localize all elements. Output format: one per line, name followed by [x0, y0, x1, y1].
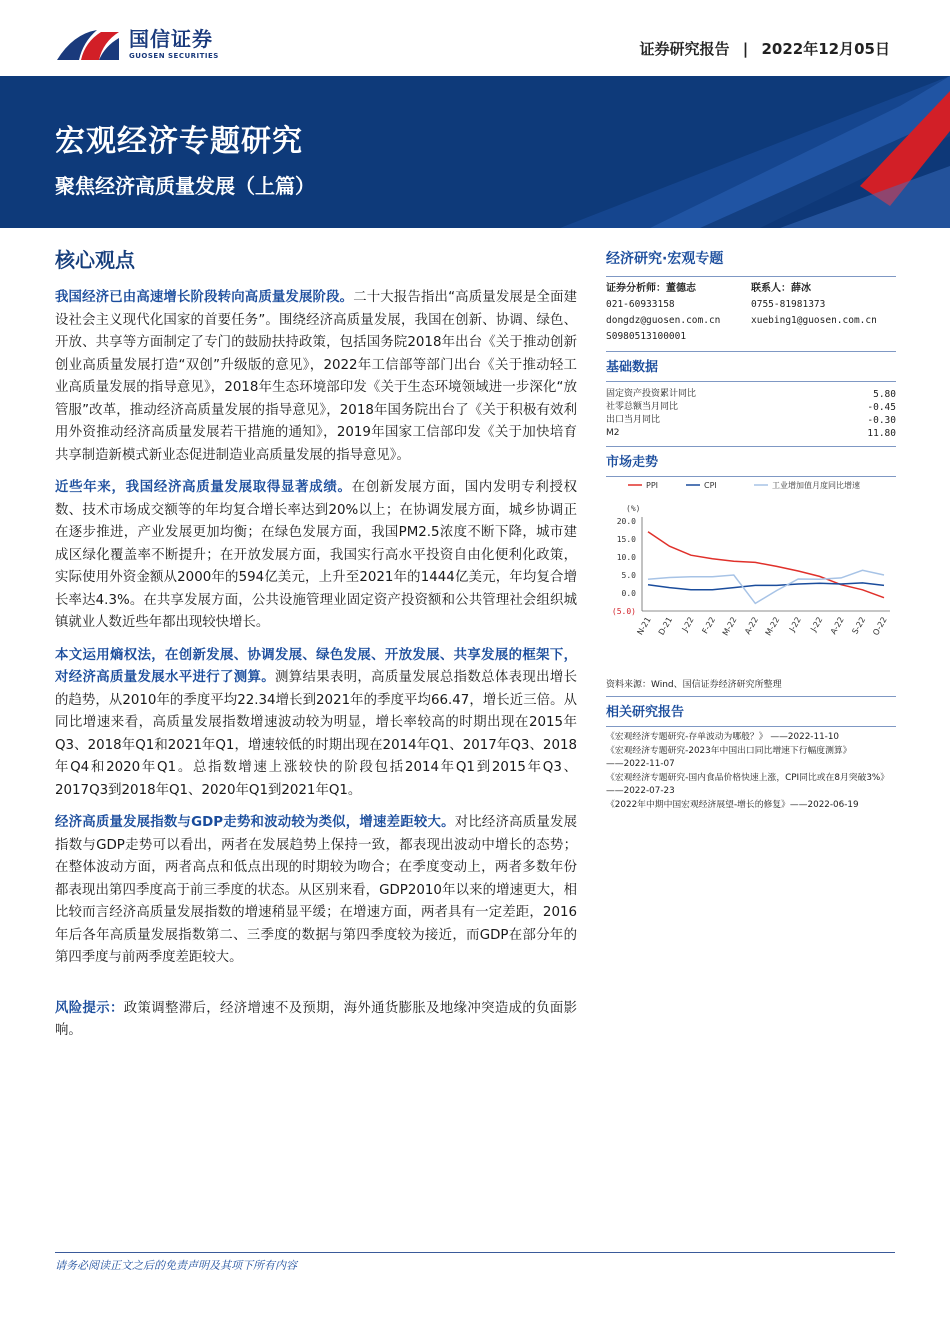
legend-label: 工业增加值月度同比增速	[772, 481, 860, 490]
sidebar-divider	[606, 726, 896, 727]
header-separator: |	[742, 40, 749, 58]
paragraph-4-lead: 经济高质量发展指数与GDP走势和波动较为类似，增速差距较大。	[55, 815, 455, 830]
page-header	[0, 0, 950, 76]
paragraph-3-body: 测算结果表明，高质量发展总指数总体表现出增长的趋势，从2010年的季度平均22.34增长到2021年的季度平均66.47，增长近三倍。从同比增速来看，高质量发展指数增速波动较为明显，增长率较高的时期出现在2015年Q3、2018年Q1和2021年Q1，增速较低的时期出现在2014年Q1、2017年Q3、2018年Q4和2020年Q1。总指数增速上涨较快的阶段包括2014年Q1到2015年Q3、2017Q3到2018年Q1、2020年Q1到2021年Q1。	[55, 670, 578, 798]
report-title: 宏观经济专题研究	[55, 124, 303, 159]
paragraph-3-lead: 本文运用熵权法，在创新发展、协调发展、绿色发展、开放发展、共享发展的框架下，对经济高质量发展水平进行了测算。	[55, 647, 577, 685]
paragraph-4	[55, 812, 577, 970]
related-report-item[interactable]: 《2022年中期中国宏观经济展望-增长的修复》——2022-06-19	[606, 799, 859, 810]
sidebar-divider	[606, 381, 896, 382]
x-tick-label: A-22	[828, 615, 846, 636]
related-reports-title: 相关研究报告	[606, 705, 685, 720]
footer-disclaimer: 请务必阅读正文之后的免责声明及其项下所有内容	[55, 1259, 297, 1272]
market-trend-title: 市场走势	[606, 455, 659, 470]
related-reports-list	[606, 731, 896, 812]
chart-lines	[648, 532, 884, 604]
paragraph-3	[55, 645, 577, 803]
paragraph-1-body: 二十大报告指出“高质量发展是全面建设社会主义现代化国家的首要任务”。围绕经济高质量发展，我国在创新、协调、绿色、开放、共享等方面制定了专门的鼓励扶持政策，包括国务院2018年出台《关于推动创新创业高质量发展打造“双创”升级版的意见》，2022年工信部等部门出台《关于推动轻工业高质量发展的指导意见》，2018年生态环境部印发《关于生态环境领域进一步深化“放管服”改革，推动经济高质量发展的指导意见》，2018年国务院出台了《关于积极有效利用外资推动经济高质量发展若干措施的通知》，2019年国家工信部印发《关于加快培育共享制造新模式新业态促进制造业高质量发展的指导意见》。	[55, 290, 578, 463]
sidebar-divider	[606, 476, 896, 477]
chart-source-note: 资料来源：Wind、国信证券经济研究所整理	[606, 680, 782, 690]
contact-block	[751, 281, 896, 345]
risk-warning-body: 政策调整滞后，经济增速不及预期，海外通货膨胀及地缘冲突造成的负面影响。	[55, 1000, 578, 1038]
title-banner	[0, 76, 950, 228]
x-tick-label: N-21	[635, 615, 653, 637]
stat-row	[606, 388, 896, 401]
paragraph-1	[55, 287, 577, 467]
report-date: 2022年12月05日	[761, 40, 890, 58]
x-tick-label: O-22	[871, 615, 889, 637]
document-info	[640, 38, 890, 59]
stat-value: -0.45	[867, 402, 896, 413]
contact-phone: 0755-81981373	[751, 299, 826, 310]
analyst-cert-number: S0980513100001	[606, 331, 687, 342]
basic-data-title: 基础数据	[606, 360, 659, 375]
legend-label: PPI	[646, 481, 659, 490]
stat-value: -0.30	[867, 415, 896, 426]
analyst-contacts	[606, 281, 896, 345]
logo-chinese-text: 国信证券	[129, 27, 213, 51]
x-tick-label: F-22	[700, 615, 718, 636]
x-tick-label: M-22	[720, 615, 739, 638]
contact-email[interactable]: xuebing1@guosen.com.cn	[751, 315, 877, 326]
legend-label: CPI	[704, 481, 717, 490]
paragraph-2	[55, 477, 577, 635]
related-report-item[interactable]: 《宏观经济专题研究-2023年中国出口同比增速下行幅度测算》	[606, 745, 852, 756]
guosen-logo	[55, 24, 219, 64]
y-tick-label: 10.0	[616, 553, 636, 562]
x-tick-label: S-22	[850, 615, 868, 636]
stat-label: 固定资产投资累计同比	[606, 389, 697, 399]
market-trend-chart	[606, 481, 896, 671]
x-tick-label: A-22	[743, 615, 761, 636]
y-tick-label: 0.0	[621, 589, 636, 598]
y-tick-label: 15.0	[616, 535, 636, 544]
series-line-PPI	[648, 532, 884, 598]
logo-english-text: GUOSEN SECURITIES	[129, 52, 219, 60]
y-tick-label: (5.0)	[611, 607, 636, 616]
report-subtitle: 聚焦经济高质量发展（上篇）	[55, 174, 315, 198]
main-content	[55, 244, 577, 1053]
risk-warning-lead: 风险提示：	[55, 1000, 124, 1016]
sidebar-divider	[606, 276, 896, 277]
chart-legend	[628, 481, 860, 490]
guosen-logo-icon	[55, 24, 121, 64]
x-tick-label: D-21	[656, 615, 675, 637]
research-category: 经济研究·宏观专题	[606, 251, 724, 267]
stat-value: 5.80	[873, 389, 896, 400]
analyst-phone: 021-60933158	[606, 299, 675, 310]
related-report-item[interactable]: 《宏观经济专题研究-国内食品价格快速上涨，CPI同比或在8月突破3%》 ——2022-07-23	[606, 772, 890, 796]
stat-label: 社零总额当月同比	[606, 402, 679, 412]
analyst-block	[606, 281, 751, 345]
sidebar-divider	[606, 446, 896, 447]
footer-divider	[55, 1252, 895, 1253]
sidebar-divider	[606, 696, 896, 697]
sidebar-divider	[606, 351, 896, 352]
stat-value: 11.80	[867, 428, 896, 439]
y-tick-label: 5.0	[621, 571, 636, 580]
paragraph-2-lead: 近些年来，我国经济高质量发展取得显著成绩。	[55, 480, 352, 495]
x-tick-label: M-22	[763, 615, 782, 638]
sidebar	[606, 248, 896, 812]
basic-data-table	[606, 388, 896, 440]
risk-warning	[55, 998, 577, 1043]
stat-label: 出口当月同比	[606, 415, 661, 425]
section-title-core-views: 核心观点	[55, 248, 135, 272]
stat-label: M2	[606, 428, 620, 438]
paragraph-1-lead: 我国经济已由高速增长阶段转向高质量发展阶段。	[55, 290, 354, 305]
related-report-item: ——2022-11-07	[606, 759, 675, 769]
paragraph-2-body: 在创新发展方面，国内发明专利授权数、技术市场成交额等的年均复合增长率达到20%以上；在协调发展方面，城乡协调正在逐步推进，产业发展更加均衡；在绿色发展方面，我国PM2.5浓度不断下降，城市建成区绿化覆盖率不断提升；在开放发展方面，我国实行高水平投资自由化便利化政策，实际使用外资金额从2000年的594亿美元，上升至2021年的1444亿美元，年均复合增长率达4.3%。在共享发展方面，公共设施管理业固定资产投资额和公共管理社会组织城镇就业人数近些年都出现较快增长。	[55, 480, 577, 630]
x-tick-label: J-22	[680, 615, 696, 634]
x-tick-label: J-22	[809, 615, 825, 634]
chart-unit-label: (%)	[626, 504, 641, 513]
stat-row	[606, 414, 896, 427]
stat-row	[606, 427, 896, 440]
related-report-item[interactable]: 《宏观经济专题研究-存单波动为哪般？》 ——2022-11-10	[606, 732, 840, 742]
x-tick-label: J-22	[787, 615, 803, 634]
y-tick-label: 20.0	[616, 517, 636, 526]
report-type: 证券研究报告	[639, 40, 730, 58]
analyst-email[interactable]: dongdz@guosen.com.cn	[606, 315, 721, 326]
paragraph-4-body: 对比经济高质量发展指数与GDP走势可以看出，两者在发展趋势上保持一致，都表现出波动中增长的态势；在整体波动方面，两者高点和低点出现的时期较为吻合；在季度变动上，两者多数年份都表现出第四季度高于前三季度的状态。从区别来看，GDP2010年以来的增速更大，相比较而言经济高质量发展指数的增速稍显平缓；在增速方面，两者具有一定差距，2016年后各年高质量发展指数第二、三季度的数据与第四季度较为接近，而GDP在部分年的第四季度与前两季度差距较大。	[55, 815, 577, 965]
analyst-name: 证券分析师：董德志	[606, 283, 696, 294]
stat-row	[606, 401, 896, 414]
market-trend-chart-container	[606, 481, 896, 675]
contact-name: 联系人：薛冰	[751, 283, 811, 294]
